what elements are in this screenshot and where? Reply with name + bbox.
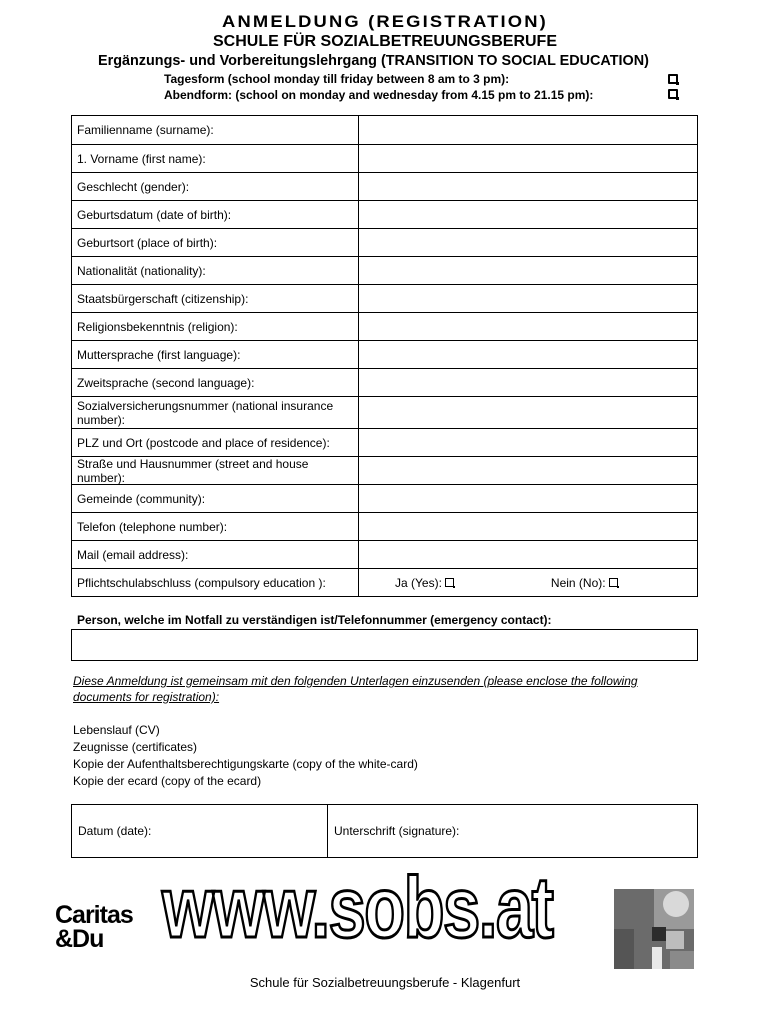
table-row xyxy=(72,396,697,428)
telephone-field[interactable] xyxy=(359,513,697,540)
surname-field[interactable] xyxy=(359,116,697,144)
field-label: Straße und Hausnummer (street and house number): xyxy=(72,457,359,484)
table-row xyxy=(72,340,697,368)
field-label: Nationalität (nationality): xyxy=(72,257,359,284)
caritas-logo-line1: Caritas xyxy=(55,901,133,929)
insurance-number-field[interactable] xyxy=(359,397,697,428)
option-evening-checkbox[interactable] xyxy=(668,89,678,99)
citizenship-field[interactable] xyxy=(359,285,697,312)
form-title: ANMELDUNG (REGISTRATION) xyxy=(222,12,548,31)
caritas-logo xyxy=(55,903,133,951)
date-field[interactable] xyxy=(72,805,328,857)
date-of-birth-field[interactable] xyxy=(359,201,697,228)
option-day-label: Tagesform (school monday till friday between 8 am to 3 pm): xyxy=(164,72,510,86)
table-row xyxy=(72,484,697,512)
table-row xyxy=(72,540,697,568)
table-row xyxy=(72,456,697,484)
yes-label: Ja (Yes): xyxy=(395,575,442,590)
footer-school-name: Schule für Sozialbetreuungsberufe - Klagenfurt xyxy=(249,975,521,990)
compulsory-education-field xyxy=(359,569,697,596)
no-checkbox[interactable] xyxy=(609,578,618,587)
date-label: Datum (date): xyxy=(78,824,152,838)
no-label: Nein (No): xyxy=(550,575,606,590)
website-logo: www.sobs.at xyxy=(162,860,553,956)
field-label: Familienname (surname): xyxy=(72,116,359,144)
field-label: Geburtsdatum (date of birth): xyxy=(72,201,359,228)
nationality-field[interactable] xyxy=(359,257,697,284)
field-label: Staatsbürgerschaft (citizenship): xyxy=(72,285,359,312)
first-name-field[interactable] xyxy=(359,145,697,172)
table-row xyxy=(72,200,697,228)
table-row xyxy=(72,428,697,456)
table-row xyxy=(72,568,697,596)
field-label: Religionsbekenntnis (religion): xyxy=(72,313,359,340)
signature-field[interactable] xyxy=(328,805,697,857)
field-label: Gemeinde (community): xyxy=(72,485,359,512)
place-of-birth-field[interactable] xyxy=(359,229,697,256)
documents-list xyxy=(73,722,418,790)
field-label: Geschlecht (gender): xyxy=(72,173,359,200)
postcode-field[interactable] xyxy=(359,429,697,456)
table-row xyxy=(72,512,697,540)
table-row xyxy=(72,312,697,340)
field-label: Telefon (telephone number): xyxy=(72,513,359,540)
field-label: Pflichtschulabschluss (compulsory education ): xyxy=(72,569,359,596)
option-day-checkbox[interactable] xyxy=(668,74,678,84)
list-item: Kopie der ecard (copy of the ecard) xyxy=(73,774,262,788)
email-field[interactable] xyxy=(359,541,697,568)
field-label: Geburtsort (place of birth): xyxy=(72,229,359,256)
street-field[interactable] xyxy=(359,457,697,484)
field-label: Muttersprache (first language): xyxy=(72,341,359,368)
course-name: Ergänzungs- und Vorbereitungslehrgang (TRANSITION TO SOCIAL EDUCATION) xyxy=(98,52,649,69)
community-field[interactable] xyxy=(359,485,697,512)
list-item: Lebenslauf (CV) xyxy=(73,723,160,737)
religion-field[interactable] xyxy=(359,313,697,340)
yes-option[interactable] xyxy=(395,576,454,590)
table-row xyxy=(72,228,697,256)
table-row xyxy=(72,144,697,172)
no-option[interactable] xyxy=(551,576,618,590)
mosaic-logo-icon xyxy=(614,889,694,969)
field-label: Mail (email address): xyxy=(72,541,359,568)
signature-label: Unterschrift (signature): xyxy=(334,824,460,838)
second-language-field[interactable] xyxy=(359,369,697,396)
emergency-contact-field[interactable] xyxy=(71,629,698,661)
first-language-field[interactable] xyxy=(359,341,697,368)
field-label: 1. Vorname (first name): xyxy=(72,145,359,172)
school-name: SCHULE FÜR SOZIALBETREUUNGSBERUFE xyxy=(212,33,557,50)
list-item: Zeugnisse (certificates) xyxy=(73,740,198,754)
list-item: Kopie der Aufenthaltsberechtigungskarte (copy of the white-card) xyxy=(73,757,418,771)
table-row xyxy=(72,172,697,200)
gender-field[interactable] xyxy=(359,173,697,200)
table-row xyxy=(72,368,697,396)
enclose-notice: Diese Anmeldung ist gemeinsam mit den folgenden Unterlagen einzusenden (please enclose the following documents for registration): xyxy=(73,674,638,704)
option-evening-label: Abendform: (school on monday and wednesday from 4.15 pm to 21.15 pm): xyxy=(164,88,594,102)
field-label: Zweitsprache (second language): xyxy=(72,369,359,396)
registration-table xyxy=(71,115,698,597)
field-label: PLZ und Ort (postcode and place of residence): xyxy=(72,429,359,456)
caritas-logo-line2: &Du xyxy=(55,925,104,953)
emergency-contact-label: Person, welche im Notfall zu verständigen ist/Telefonnummer (emergency contact): xyxy=(77,613,552,627)
table-row xyxy=(72,284,697,312)
yes-checkbox[interactable] xyxy=(445,578,454,587)
table-row xyxy=(72,256,697,284)
table-row xyxy=(72,116,697,144)
signature-table xyxy=(71,804,698,858)
field-label: Sozialversicherungsnummer (national insurance number): xyxy=(72,397,359,428)
